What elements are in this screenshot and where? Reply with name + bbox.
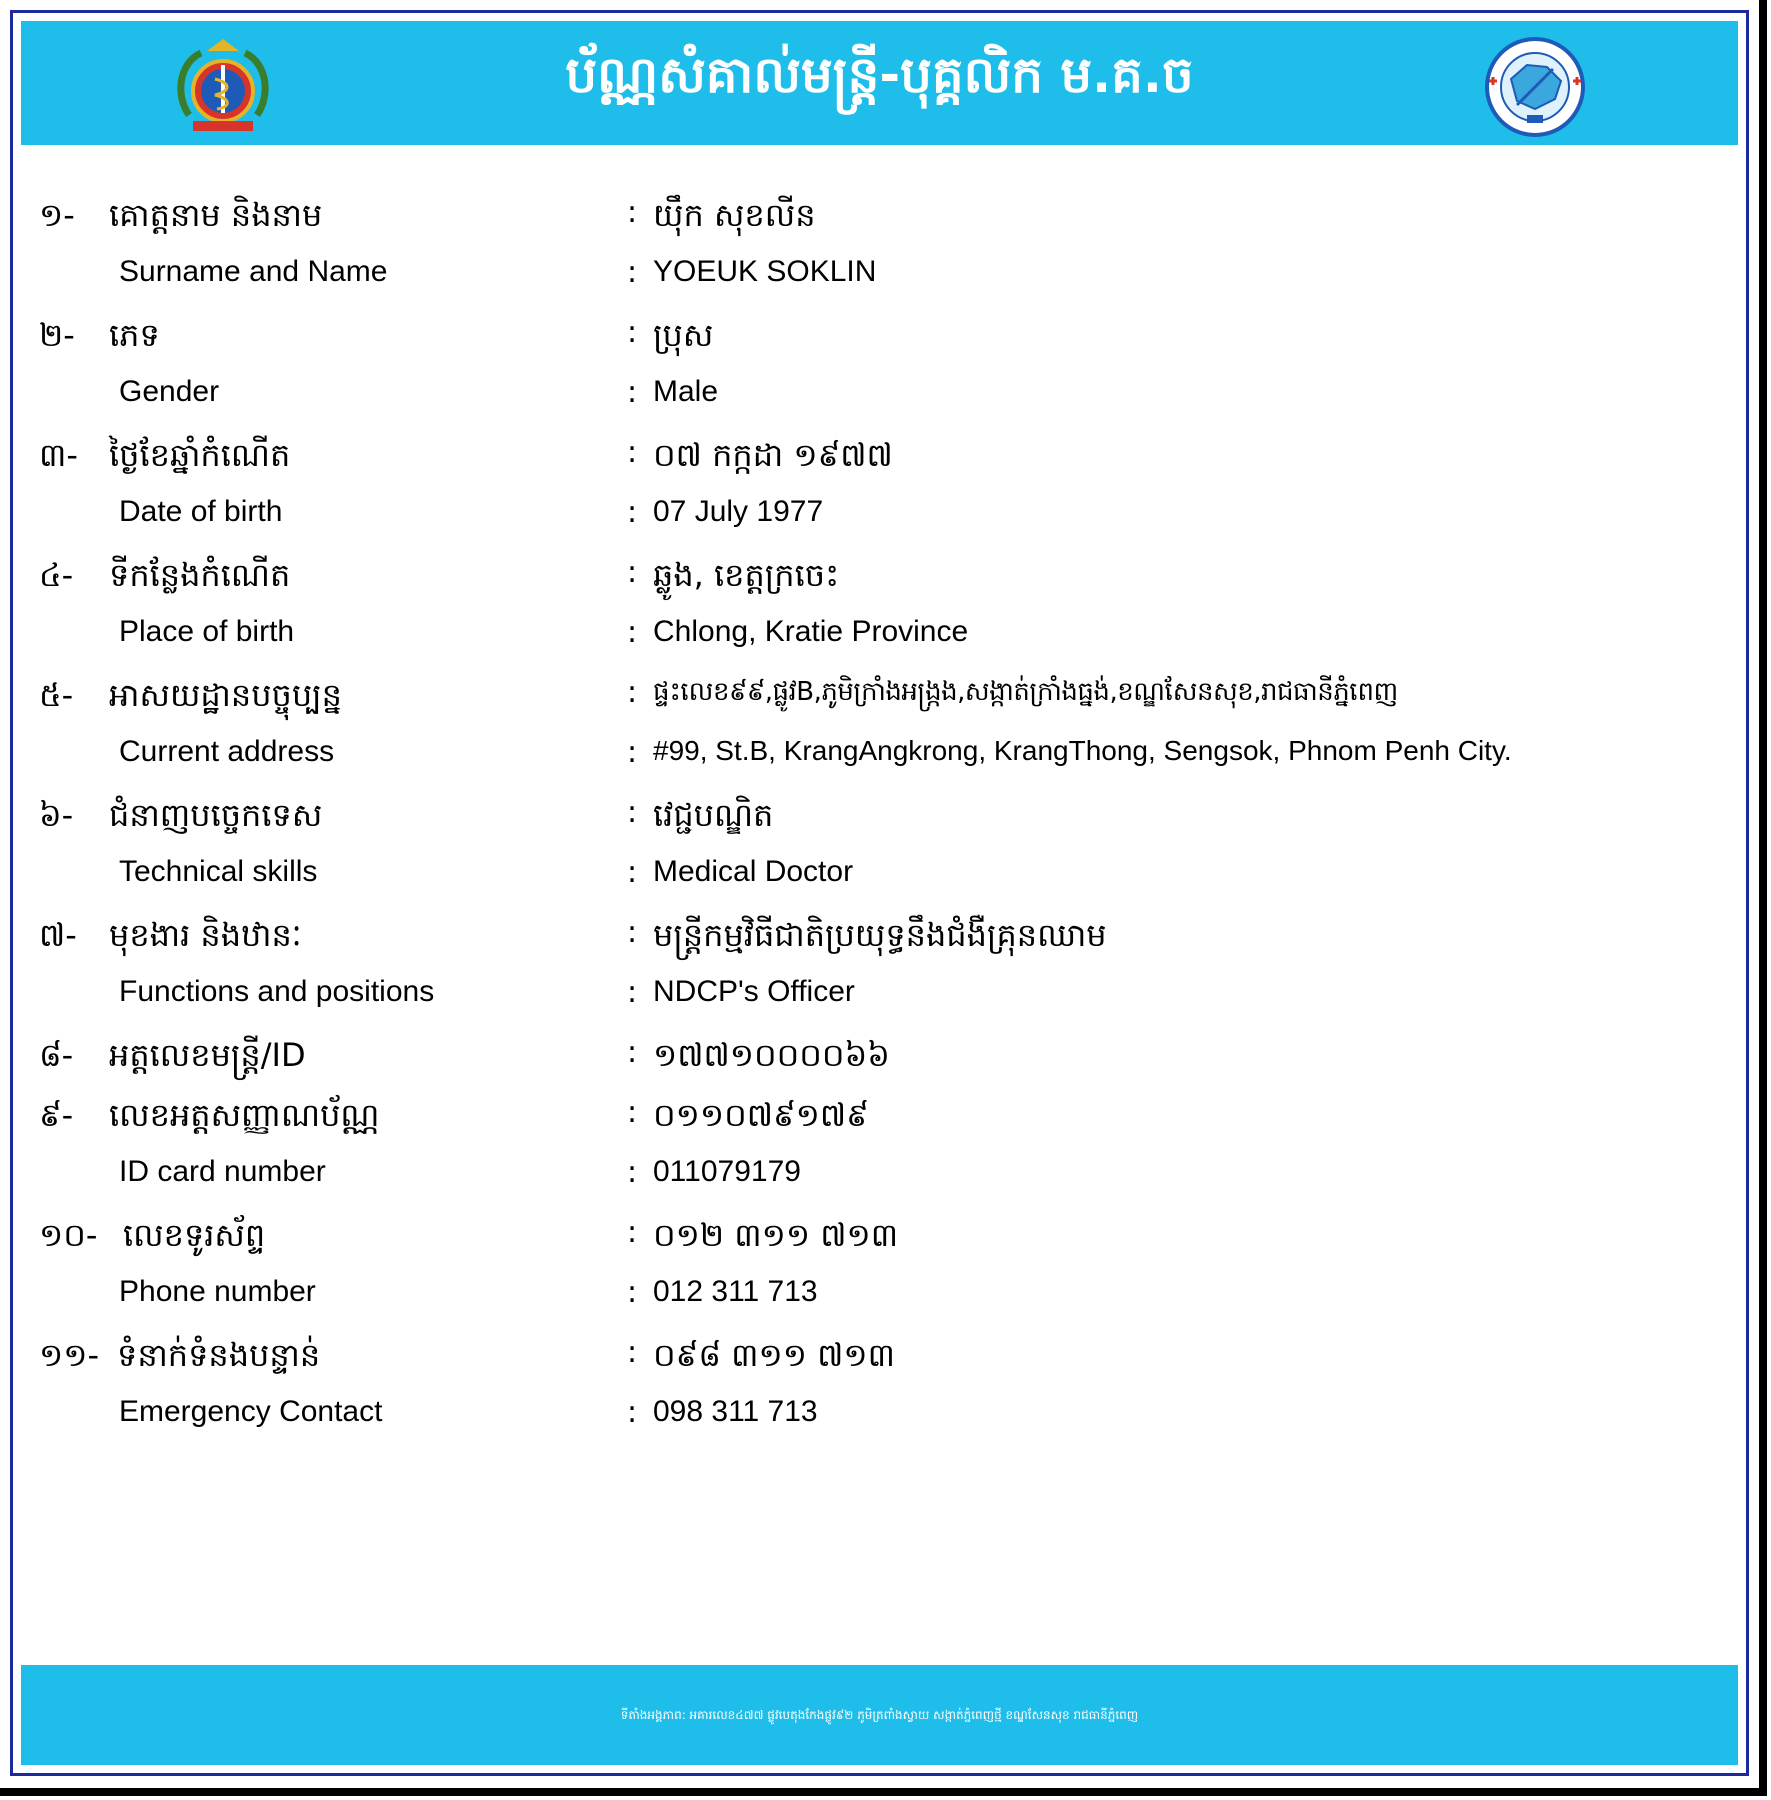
header-banner bbox=[21, 21, 1738, 145]
field-row-emergency-kh bbox=[13, 1335, 1746, 1395]
field-value-kh: ១៧៧១០០០០៦៦ bbox=[653, 1036, 890, 1074]
field-value-kh: ០៧ កក្កដា ១៩៧៧ bbox=[653, 436, 893, 474]
field-label-en: Phone number bbox=[119, 1275, 316, 1308]
field-colon: : bbox=[627, 555, 638, 590]
cnm-emblem-icon bbox=[1483, 35, 1587, 139]
field-colon: : bbox=[627, 915, 638, 950]
field-colon: : bbox=[627, 1275, 638, 1310]
field-colon: : bbox=[627, 435, 638, 470]
field-row-dob-kh bbox=[13, 435, 1746, 495]
field-label-kh: គោត្តនាម និងនាម bbox=[109, 196, 323, 234]
field-value-en: Male bbox=[653, 375, 719, 408]
field-colon: : bbox=[627, 1335, 638, 1370]
field-number: ១១- bbox=[39, 1336, 99, 1374]
field-row-idcard-en bbox=[13, 1155, 1746, 1215]
field-value-en: 07 July 1977 bbox=[653, 495, 824, 528]
field-value-kh: ឆ្លូង, ខេត្តក្រចេះ bbox=[653, 556, 840, 594]
field-colon: : bbox=[627, 1155, 638, 1190]
field-number: ៦- bbox=[39, 796, 74, 834]
field-row-emergency-en bbox=[13, 1395, 1746, 1455]
field-row-phone-en bbox=[13, 1275, 1746, 1335]
field-label-kh: អត្តលេខមន្ត្រី/ID bbox=[109, 1036, 306, 1074]
field-label-kh: លេខទូរស័ព្ទ bbox=[123, 1216, 266, 1254]
field-colon: : bbox=[627, 315, 638, 350]
field-colon: : bbox=[627, 855, 638, 890]
field-row-pob-en bbox=[13, 615, 1746, 675]
field-number: ១០- bbox=[39, 1216, 98, 1254]
field-label-kh: ថ្ងៃខែឆ្នាំកំណើត bbox=[109, 436, 291, 474]
field-colon: : bbox=[627, 975, 638, 1010]
field-colon: : bbox=[627, 675, 638, 710]
field-value-kh: ប្រុស bbox=[653, 316, 714, 354]
field-colon: : bbox=[627, 1395, 638, 1430]
field-colon: : bbox=[627, 1215, 638, 1250]
field-colon: : bbox=[627, 375, 638, 410]
field-label-en: Place of birth bbox=[119, 615, 295, 648]
field-label-kh: ភេទ bbox=[109, 316, 160, 354]
field-value-kh: វេជ្ជបណ្ឌិត bbox=[653, 796, 774, 834]
field-value-en: 098 311 713 bbox=[653, 1395, 818, 1428]
field-label-en: Gender bbox=[119, 375, 220, 408]
field-row-phone-kh bbox=[13, 1215, 1746, 1275]
field-row-skills-en bbox=[13, 855, 1746, 915]
field-value-kh: ០១២ ៣១១ ៧១៣ bbox=[653, 1216, 899, 1254]
field-row-gender-en bbox=[13, 375, 1746, 435]
field-label-en: ID card number bbox=[119, 1155, 326, 1188]
field-label-en: Emergency Contact bbox=[119, 1395, 383, 1428]
field-colon: : bbox=[627, 1095, 638, 1130]
field-label-kh: ទីកន្លែងកំណើត bbox=[109, 556, 291, 594]
field-row-position-en bbox=[13, 975, 1746, 1035]
field-colon: : bbox=[627, 795, 638, 830]
field-number: ៤- bbox=[39, 556, 74, 594]
field-value-en: 011079179 bbox=[653, 1155, 801, 1188]
field-value-kh: ផ្ទះលេខ៩៩,ផ្លូវB,ភូមិក្រាំងអង្រ្កង,សង្កាត់ក្រាំងធ្នង់,ខណ្ឌសែនសុខ,រាជធានីភ្នំពេញ bbox=[653, 677, 1398, 707]
field-label-en: Current address bbox=[119, 735, 335, 768]
field-row-name-en bbox=[13, 255, 1746, 315]
field-row-address-kh bbox=[13, 675, 1746, 735]
field-row-address-en bbox=[13, 735, 1746, 795]
field-number: ១- bbox=[39, 196, 75, 234]
field-value-en: #99, St.B, KrangAngkrong, KrangThong, Sengsok, Phnom Penh City. bbox=[653, 735, 1512, 766]
field-colon: : bbox=[627, 255, 638, 290]
field-row-pob-kh bbox=[13, 555, 1746, 615]
footer-banner bbox=[21, 1665, 1738, 1765]
field-label-en: Functions and positions bbox=[119, 975, 435, 1008]
field-colon: : bbox=[627, 735, 638, 770]
field-row-skills-kh bbox=[13, 795, 1746, 855]
field-row-dob-en bbox=[13, 495, 1746, 555]
field-number: ២- bbox=[39, 316, 75, 354]
field-row-position-kh bbox=[13, 915, 1746, 975]
footer-address: ទីតាំងអង្គភាព: អគារលេខ៤៧៧ ផ្លូវបេតុងកែងផ្លូវ៩២ ភូមិត្រពាំងស្វាយ សង្កាត់ភ្នំពេញថ្មី ខណ្ឌសែនសុខ រាជធានីភ្នំពេញ bbox=[620, 1708, 1139, 1722]
field-number: ៩- bbox=[39, 1096, 74, 1134]
field-row-idcard-kh bbox=[13, 1095, 1746, 1155]
field-number: ៣- bbox=[39, 436, 78, 474]
field-value-en: 012 311 713 bbox=[653, 1275, 818, 1308]
field-label-kh: ទំនាក់ទំនងបន្ទាន់ bbox=[117, 1336, 321, 1374]
field-colon: : bbox=[627, 495, 638, 530]
field-label-kh: អាសយដ្ឋានបច្ចុប្បន្ន bbox=[109, 676, 342, 714]
field-number: ៥- bbox=[39, 676, 74, 714]
field-value-kh: ០១១០៧៩១៧៩ bbox=[653, 1096, 869, 1134]
field-value-en: Chlong, Kratie Province bbox=[653, 615, 969, 648]
field-value-kh: ០៩៨ ៣១១ ៧១៣ bbox=[653, 1336, 895, 1374]
staff-id-card bbox=[10, 10, 1749, 1776]
field-label-en: Date of birth bbox=[119, 495, 283, 528]
field-colon: : bbox=[627, 195, 638, 230]
field-label-kh: មុខងារ និងឋានៈ bbox=[109, 916, 302, 954]
field-label-kh: លេខអត្តសញ្ញាណប័ណ្ណ bbox=[109, 1096, 380, 1134]
field-colon: : bbox=[627, 1035, 638, 1070]
field-value-en: Medical Doctor bbox=[653, 855, 854, 888]
field-number: ៨- bbox=[39, 1036, 74, 1074]
field-value-en: YOEUK SOKLIN bbox=[653, 255, 877, 288]
field-number: ៧- bbox=[39, 916, 77, 954]
field-row-name-kh bbox=[13, 195, 1746, 255]
field-row-gender-kh bbox=[13, 315, 1746, 375]
card-title: ប័ណ្ណសំគាល់មន្ត្រី-បុគ្គលិក ម.គ.ច bbox=[565, 46, 1194, 104]
field-value-kh: យ៉ឹក សុខលីន bbox=[653, 196, 816, 234]
field-colon: : bbox=[627, 615, 638, 650]
field-row-officer-id bbox=[13, 1035, 1746, 1095]
field-value-kh: មន្ត្រីកម្មវិធីជាតិប្រយុទ្ធនឹងជំងឺគ្រុនឈាម bbox=[653, 916, 1107, 954]
field-label-en: Surname and Name bbox=[119, 255, 388, 288]
field-label-en: Technical skills bbox=[119, 855, 318, 888]
field-label-kh: ជំនាញបច្ចេកទេស bbox=[109, 796, 323, 834]
field-value-en: NDCP's Officer bbox=[653, 975, 855, 1008]
